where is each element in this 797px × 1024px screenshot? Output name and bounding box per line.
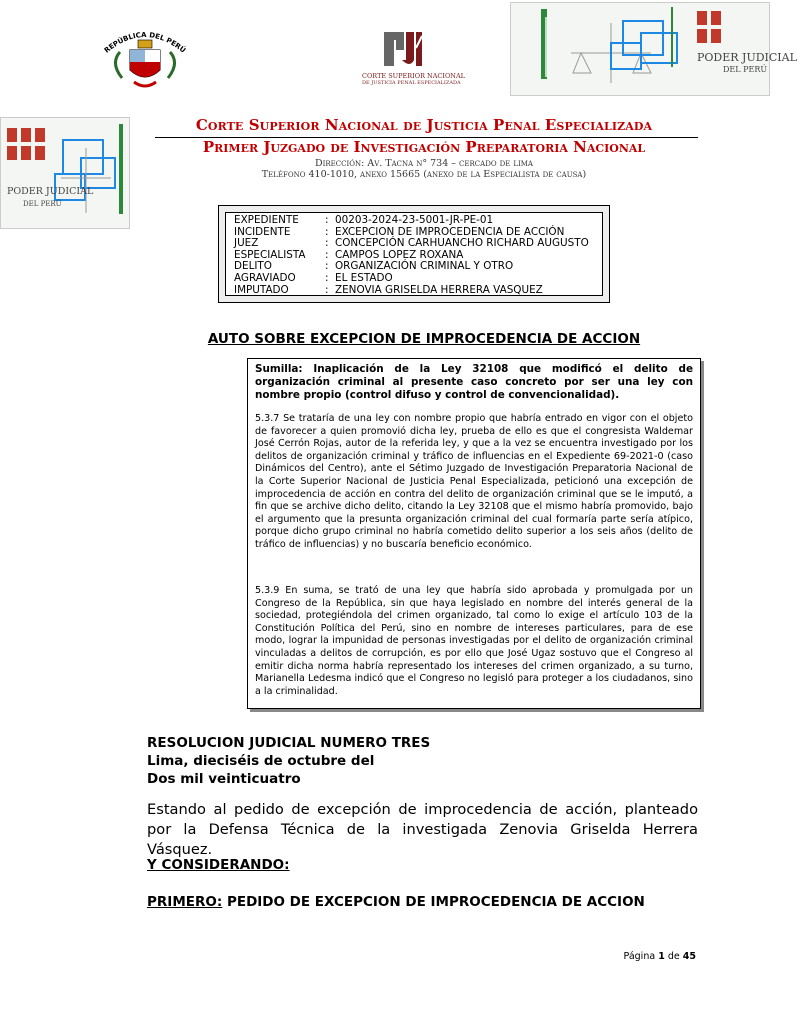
sumilla-box [247,358,701,709]
primero-label: PRIMERO: [147,894,223,910]
banner-poder-judicial-text: PODER JUDICIAL [697,51,797,64]
case-separator: : [325,225,329,238]
case-info-box [218,205,610,303]
page-number [560,951,696,962]
document-title [100,331,748,347]
page-word: Página [623,951,656,962]
case-separator: : [325,260,329,273]
case-value: CAMPOS LOPEZ ROXANA [335,248,464,261]
pj-logo-subcaption: DE JUSTICIA PENAL ESPECIALIZADA [362,80,461,86]
case-separator: : [325,283,329,296]
case-value: EL ESTADO [335,272,393,284]
resolution-date-line1: Lima, dieciséis de octubre del [147,753,375,769]
svg-text:REPÚBLICA DEL PERÚ: REPÚBLICA DEL PERÚ [102,30,188,55]
court-title: Corte Superior Nacional de Justicia Penal Especializada [195,116,653,134]
court-phone: Teléfono 410-1010, anexo 15665 (anexo de la Especialista de causa) [261,169,587,180]
banner-del-peru-text: DEL PERÚ [723,65,768,74]
case-key: IMPUTADO [234,283,289,296]
total-pages: 45 [682,951,696,962]
considerando-heading: Y CONSIDERANDO: [147,857,290,873]
pj-emblem-icon [372,28,432,72]
sumilla-paragraph-5-3-9: 5.3.9 En suma, se trató de una ley que habría sido aprobada y promulgada por un Congreso de la República, sin que haya legislado en nombre del interés general de la sociedad, protegiéndola del crimen organizado, tal como lo exige el artículo 103 de la Constitución Política del Perú, sino en nombre de intereses particulares, para de ese modo, lograr la impunidad de personas investigadas por el delito de organización criminal vinculadas a delitos de corrupción, es por ello que José Ugaz sostuvo que el Congreso al emitir dicha norma habría representado los intereses del crimen organizado, a su turno, Marianella Ledesma indicó que el Congreso no legisló para proteger a los ciudadanos, sino a la criminalidad. [255,585,693,697]
case-value: CONCEPCIÓN CARHUANCHO RICHARD AUGUSTO [335,237,589,250]
current-page: 1 [658,951,665,962]
of-word: de [667,951,680,962]
sumilla-paragraph-5-3-7: 5.3.7 Se trataría de una ley con nombre propio que habría entrado en vigor con el objeto de favorecer a quien promovió dicha ley, prueba de ello es que el congresista Waldemar José Cerrón Rojas, autor de la referida ley, y que a la vez se encuentra investigado por los delitos de organización criminal y tráfico de influencias en el Expediente 69-2021-0 (caso Dinámicos del Centro), ante el Sétimo Juzgado de Investigación Preparatoria Nacional de la Corte Superior Nacional de Justicia Penal Especializada, peticionó una excepción de improcedencia de acción en contra del delito de organización criminal que se le imputó, a fin que se archive dicho delito, citando la Ley 32108 que el mismo habría promovido, bajo el argumento que la presunta organización criminal del cual formaría parte sería atípico, porque dicho grupo criminal no habría cometido delito superior a los seis años (delito de tráfico de influencias) y no buscaría beneficio económico. [255,413,693,550]
case-key: JUEZ [234,237,259,250]
case-value: ORGANIZACIÓN CRIMINAL Y OTRO [335,260,514,273]
sumilla-heading: Sumilla: Inaplicación de la Ley 32108 que modificó el delito de organización criminal al presente caso concreto por ser una ley con nombre propio (control difuso y control de convencionalidad). [255,363,693,402]
case-separator: : [325,248,329,261]
case-value: 00203-2024-23-5001-JR-PE-01 [335,214,494,226]
court-address: Dirección: Av. Tacna n° 734 – cercado de lima [315,158,533,169]
case-separator: : [325,214,329,226]
pj-logo-caption: CORTE SUPERIOR NACIONAL [362,72,465,80]
banner-left-poder-judicial-text: PODER JUDICIAL [7,186,94,197]
resolution-date-line2: Dos mil veinticuatro [147,771,301,787]
banner-left-del-peru-text: DEL PERÚ [23,200,62,208]
poder-judicial-csn-logo [362,28,465,90]
resolution-header [147,734,430,788]
case-key: EXPEDIENTE [234,214,299,226]
document-title-text: AUTO SOBRE EXCEPCION DE IMPROCEDENCIA DE ACCION [207,331,641,347]
primero-text: PEDIDO DE EXCEPCION DE IMPROCEDENCIA DE ACCION [222,894,645,910]
case-separator: : [325,237,329,250]
case-key: DELITO [234,260,272,273]
case-value: EXCEPCION DE IMPROCEDENCIA DE ACCIÓN [335,225,565,238]
resolution-number: RESOLUCION JUDICIAL NUMERO TRES [147,735,431,751]
case-key: INCIDENTE [234,225,291,238]
case-separator: : [325,272,329,284]
case-row-imputado [234,285,543,297]
case-key: ESPECIALISTA [234,248,306,261]
primero-heading [147,894,645,910]
poder-judicial-banner-right [510,2,797,96]
intro-paragraph: Estando al pedido de excepción de improcedencia de acción, planteado por la Defensa Técnica de la investigada Zenovia Griselda Herrera Vásquez. [147,801,698,858]
case-value: ZENOVIA GRISELDA HERRERA VASQUEZ [335,283,543,296]
peru-coat-of-arms-logo [100,28,190,90]
case-key: AGRAVIADO [234,272,296,284]
case-info-inner [225,212,603,296]
court-subtitle: Primer Juzgado de Investigación Preparatoria Nacional [202,138,646,156]
